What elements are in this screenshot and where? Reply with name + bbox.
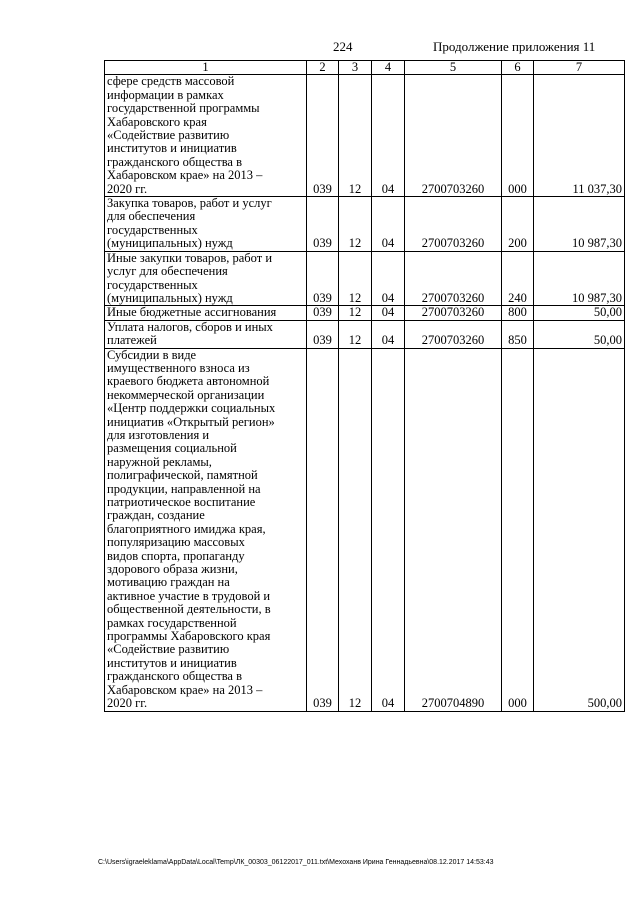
description-line: благоприятного имиджа края, — [107, 521, 266, 536]
description-line: 2020 гг. — [107, 181, 148, 196]
amount-cell: 10 987,30 — [534, 197, 625, 252]
description-line: платежей — [107, 333, 157, 348]
description-line: Иные закупки товаров, работ и — [107, 250, 273, 265]
description-line: видов спорта, пропаганду — [107, 548, 245, 563]
ministry-code: 039 — [307, 251, 339, 306]
table-header-row — [105, 61, 625, 75]
expense-type-code: 240 — [502, 251, 534, 306]
target-article-code: 2700703260 — [405, 320, 502, 348]
expense-type-code: 800 — [502, 306, 534, 320]
target-article-code: 2700703260 — [405, 306, 502, 320]
row-description — [105, 348, 307, 711]
row-description — [105, 320, 307, 348]
expense-type-code: 850 — [502, 320, 534, 348]
description-line: государственной программы — [107, 101, 260, 116]
subsection-code: 04 — [372, 75, 405, 197]
description-line: размещения социальной — [107, 441, 237, 456]
section-code: 12 — [339, 348, 372, 711]
amount-cell: 11 037,30 — [534, 75, 625, 197]
target-article-code: 2700703260 — [405, 75, 502, 197]
description-line: программы Хабаровского края — [107, 629, 271, 644]
table-row — [105, 306, 625, 320]
description-line: (муниципальных) нужд — [107, 290, 233, 305]
description-line: рамках государственной — [107, 615, 237, 630]
column-header: 2 — [307, 61, 339, 75]
amount-cell: 50,00 — [534, 306, 625, 320]
row-description — [105, 75, 307, 197]
description-line: общественной деятельности, в — [107, 602, 271, 617]
expense-type-code: 000 — [502, 75, 534, 197]
description-line: Хабаровском крае» на 2013 – — [107, 168, 263, 183]
table-row — [105, 75, 625, 197]
column-header: 3 — [339, 61, 372, 75]
subsection-code: 04 — [372, 320, 405, 348]
description-line: полиграфической, памятной — [107, 468, 258, 483]
description-line: Хабаровского края — [107, 114, 207, 129]
description-line: Субсидии в виде — [107, 347, 197, 362]
footer-file-path: C:\Users\igraeleklama\AppData\Local\Temp\ЛК_00303_06122017_011.txt\Мехоханв Ирина Геннадьевна\08.12.2017 14:53:43 — [98, 859, 494, 866]
ministry-code: 039 — [307, 75, 339, 197]
description-line: Уплата налогов, сборов и иных — [107, 319, 273, 334]
description-line: некоммерческой организации — [107, 387, 265, 402]
description-line: государственных — [107, 277, 198, 292]
ministry-code: 039 — [307, 197, 339, 252]
continuation-title: Продолжение приложения 11 — [433, 39, 596, 54]
table-row — [105, 197, 625, 252]
column-header: 6 — [502, 61, 534, 75]
description-line: (муниципальных) нужд — [107, 236, 233, 251]
column-header: 4 — [372, 61, 405, 75]
subsection-code: 04 — [372, 197, 405, 252]
section-code: 12 — [339, 320, 372, 348]
description-line: для обеспечения — [107, 209, 196, 224]
column-header: 7 — [534, 61, 625, 75]
subsection-code: 04 — [372, 348, 405, 711]
column-header: 5 — [405, 61, 502, 75]
description-line: гражданского общества в — [107, 154, 243, 169]
column-header: 1 — [105, 61, 307, 75]
page-number: 224 — [333, 39, 353, 54]
description-line: имущественного взноса из — [107, 360, 250, 375]
table-row — [105, 251, 625, 306]
description-line: Закупка товаров, работ и услуг — [107, 196, 272, 211]
description-line: Иные бюджетные ассигнования — [107, 305, 277, 320]
ministry-code: 039 — [307, 306, 339, 320]
table-row — [105, 320, 625, 348]
description-line: продукции, направленной на — [107, 481, 261, 496]
target-article-code: 2700703260 — [405, 251, 502, 306]
amount-cell: 50,00 — [534, 320, 625, 348]
description-line: государственных — [107, 222, 198, 237]
description-line: краевого бюджета автономной — [107, 374, 270, 389]
section-code: 12 — [339, 75, 372, 197]
description-line: «Содействие развитию — [107, 642, 230, 657]
expense-type-code: 000 — [502, 348, 534, 711]
budget-table — [104, 60, 625, 712]
description-line: патриотическое воспитание — [107, 495, 256, 509]
amount-cell: 500,00 — [534, 348, 625, 711]
description-line: мотивацию граждан на — [107, 575, 230, 590]
description-line: Хабаровском крае» на 2013 – — [107, 682, 263, 697]
ministry-code: 039 — [307, 348, 339, 711]
section-code: 12 — [339, 251, 372, 306]
description-line: гражданского общества в — [107, 669, 243, 684]
description-line: 2020 гг. — [107, 696, 148, 711]
description-line: «Содействие развитию — [107, 128, 230, 143]
description-line: «Центр поддержки социальных — [107, 401, 276, 416]
description-line: инициатив «Открытый регион» — [107, 414, 275, 429]
description-line: информации в рамках — [107, 87, 224, 102]
description-line: сфере средств массовой — [107, 74, 235, 89]
description-line: популяризацию массовых — [107, 535, 245, 550]
description-line: институтов и инициатив — [107, 655, 237, 670]
target-article-code: 2700703260 — [405, 197, 502, 252]
ministry-code: 039 — [307, 320, 339, 348]
target-article-code: 2700704890 — [405, 348, 502, 711]
description-line: здорового образа жизни, — [107, 562, 238, 577]
description-line: для изготовления и — [107, 427, 210, 442]
description-line: наружной рекламы, — [107, 454, 212, 469]
description-line: активное участие в трудовой и — [107, 588, 271, 603]
expense-type-code: 200 — [502, 197, 534, 252]
description-line: институтов и инициатив — [107, 141, 237, 156]
section-code: 12 — [339, 306, 372, 320]
row-description — [105, 197, 307, 252]
subsection-code: 04 — [372, 251, 405, 306]
amount-cell: 10 987,30 — [534, 251, 625, 306]
subsection-code: 04 — [372, 306, 405, 320]
row-description — [105, 251, 307, 306]
section-code: 12 — [339, 197, 372, 252]
row-description — [105, 306, 307, 320]
description-line: услуг для обеспечения — [107, 264, 228, 279]
description-line: граждан, создание — [107, 508, 205, 523]
table-row — [105, 348, 625, 711]
